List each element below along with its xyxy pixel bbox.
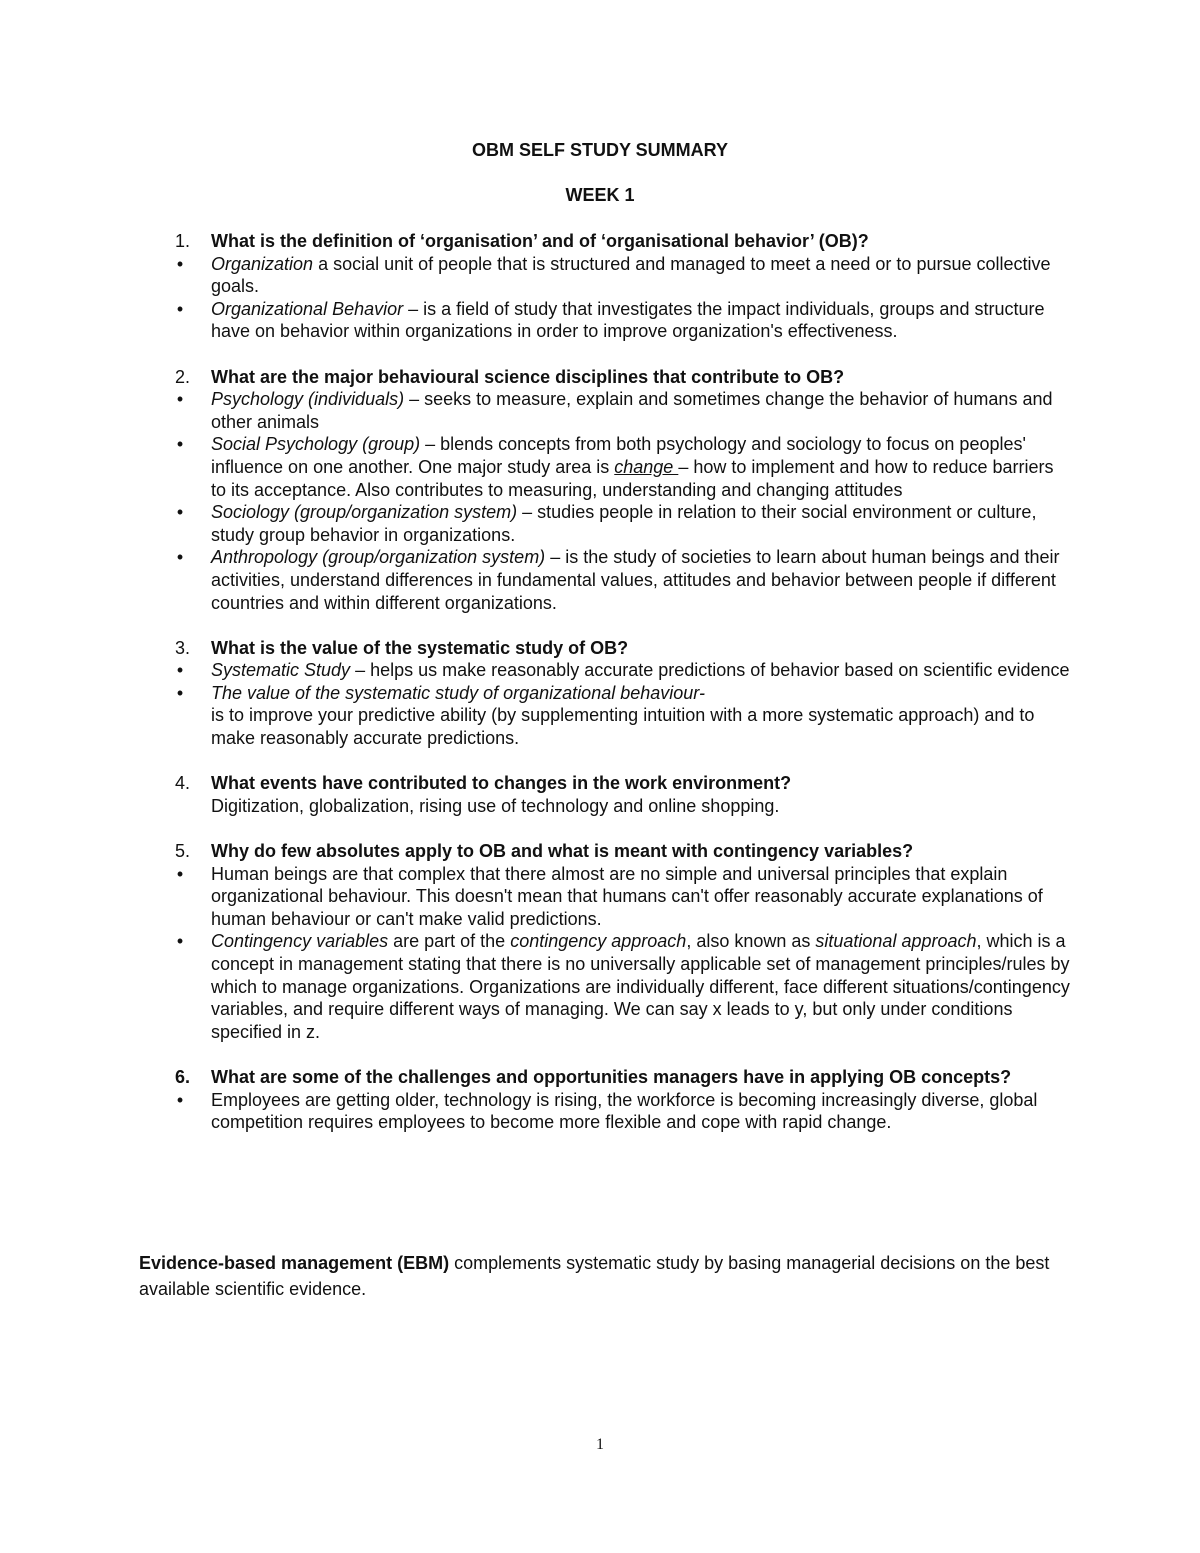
question-number: 1.	[175, 231, 191, 251]
definition: – is a field of study that investigates the impact individuals, groups and structure have on behavior within organizations in order to improve organization's effectiveness.	[211, 298, 1045, 342]
definition: Human beings are that complex that there almost are no simple and universal principles that explain organizational behaviour. This doesn't mean that humans can't offer reasonably accurate explanations of human behaviour or can't make valid predictions.	[211, 863, 1043, 929]
bullet-icon: •	[176, 547, 184, 568]
document-title: OBM SELF STUDY SUMMARY	[471, 140, 728, 160]
term: contingency approach	[510, 931, 687, 952]
bullet-icon: •	[176, 682, 184, 703]
question-3	[0, 637, 1200, 750]
definition-part: , also known as	[686, 931, 816, 952]
bullet-icon: •	[176, 502, 184, 523]
term: Organization	[211, 253, 314, 274]
question-5	[0, 840, 1200, 1043]
term: Psychology (individuals)	[211, 389, 405, 410]
list-item	[176, 682, 1072, 750]
list-item	[176, 298, 1072, 343]
list-item	[176, 253, 1072, 298]
question-text: What is the value of the systematic study of OB?	[211, 637, 629, 658]
question-text: What events have contributed to changes in the work environment?	[211, 773, 792, 794]
term: Organizational Behavior	[211, 298, 404, 319]
question-number: 3.	[175, 637, 191, 658]
ebm-paragraph	[139, 1250, 1069, 1302]
definition: – blends concepts from both psychology and sociology to focus on peoples' influence on one another. One major study area is	[211, 434, 1026, 477]
term: Social Psychology (group)	[211, 434, 421, 455]
questions-list	[0, 230, 1200, 1156]
list-item	[176, 546, 1072, 614]
question-text: What are the major behavioural science disciplines that contribute to OB?	[211, 366, 845, 387]
bullet-icon: •	[176, 660, 184, 681]
bullet-icon: •	[176, 863, 184, 884]
list-item	[176, 659, 1072, 682]
definition: – is the study of societies to learn about human beings and their activities, understand differences in fundamental values, attitudes and behavior between people if different countries and within different organizations.	[211, 547, 1060, 613]
definition-part: , which is a concept in management stating that there is no universally applicable set of management principles/rules by which to manage organizations. Organizations are individually different, face different situations/contingency variables, and require different ways of managing. We can say x leads to y, but only under conditions specified in z.	[211, 931, 1070, 1042]
question-1	[0, 230, 1200, 343]
list-item	[176, 863, 1072, 931]
bullet-icon: •	[176, 434, 184, 455]
bullet-icon: •	[176, 1089, 184, 1110]
question-text: Why do few absolutes apply to OB and what is meant with contingency variables?	[211, 841, 914, 862]
term: Systematic Study	[211, 660, 351, 681]
definition-continued: – how to implement and how to reduce barriers to its acceptance. Also contributes to measuring, understanding and changing attitudes	[211, 456, 1054, 500]
list-item	[176, 930, 1072, 1043]
question-2	[0, 366, 1200, 615]
list-item	[176, 501, 1072, 546]
definition: – studies people in relation to their social environment or culture, study group behavior in organizations.	[211, 502, 1037, 545]
question-4	[0, 772, 1200, 817]
bullet-icon: •	[176, 253, 184, 274]
ebm-text: complements systematic study by basing managerial decisions on the best available scientific evidence.	[139, 1253, 1050, 1299]
question-number: 4.	[175, 773, 191, 794]
term: Anthropology (group/organization system)	[211, 547, 546, 568]
term: situational approach	[815, 931, 977, 952]
question-number: 6.	[175, 1066, 191, 1087]
bullet-icon: •	[176, 298, 184, 319]
page-number: 1	[596, 1436, 604, 1453]
week-heading: WEEK 1	[565, 185, 635, 205]
definition: is to improve your predictive ability (by supplementing intuition with a more systematic approach) and to make reasonably accurate predictions.	[211, 705, 1035, 749]
emphasis: change	[614, 456, 679, 477]
question-number: 5.	[175, 841, 191, 862]
question-text: What is the definition of ‘organisation’ and of ‘organisational behavior’ (OB)?	[211, 231, 869, 251]
list-item	[176, 1089, 1072, 1134]
term: Sociology (group/organization system)	[211, 502, 518, 523]
list-item	[176, 433, 1072, 501]
definition-part: are part of the	[388, 931, 511, 952]
definition: a social unit of people that is structured and managed to meet a need or to pursue collective goals.	[211, 253, 1051, 297]
list-item	[176, 388, 1072, 433]
definition: – helps us make reasonably accurate predictions of behavior based on scientific evidence	[350, 660, 1070, 681]
bullet-icon: •	[176, 389, 184, 410]
answer-text: Digitization, globalization, rising use of technology and online shopping.	[211, 795, 780, 816]
term: Contingency variables	[211, 931, 389, 952]
term: The value of the systematic study of organizational behaviour-	[211, 682, 705, 703]
bullet-icon: •	[176, 931, 184, 952]
definition: – seeks to measure, explain and sometimes change the behavior of humans and other animals	[211, 389, 1053, 432]
definition: Employees are getting older, technology is rising, the workforce is becoming increasingly diverse, global competition requires employees to become more flexible and cope with rapid change.	[211, 1089, 1038, 1133]
question-6	[0, 1066, 1200, 1134]
question-text: What are some of the challenges and opportunities managers have in applying OB concepts?	[211, 1066, 1012, 1087]
question-number: 2.	[175, 366, 191, 387]
ebm-term: Evidence-based management (EBM)	[139, 1253, 450, 1273]
